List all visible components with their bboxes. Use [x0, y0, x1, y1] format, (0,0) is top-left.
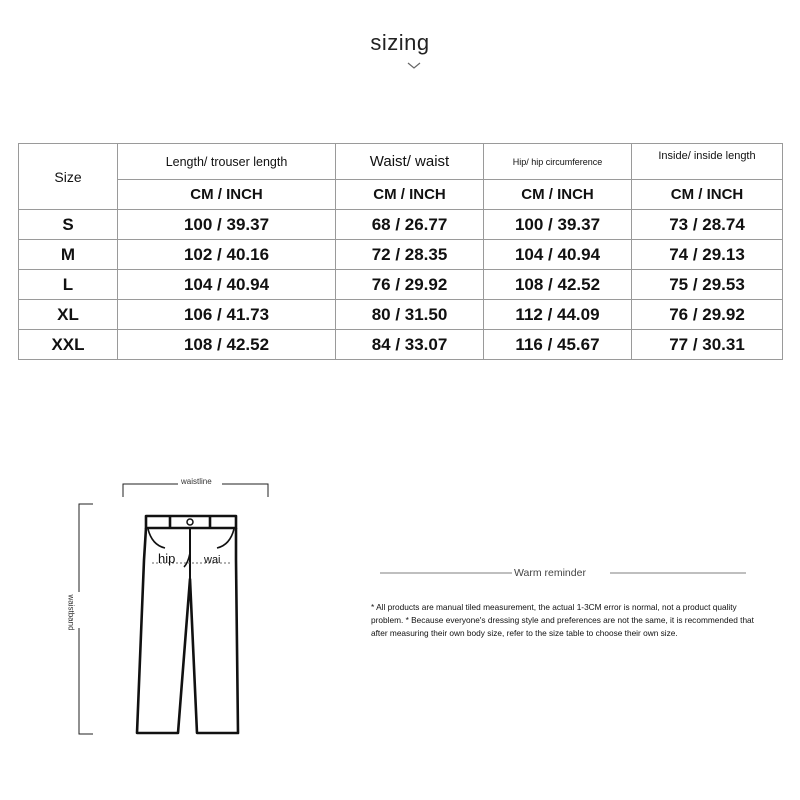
size-table [18, 143, 783, 360]
page-title: sizing [370, 30, 430, 55]
wai-label: wai [204, 554, 221, 566]
cell-hip: 108 / 42.52 [484, 270, 632, 300]
row-size: L [19, 270, 118, 300]
cell-length: 102 / 40.16 [118, 240, 336, 270]
row-size: M [19, 240, 118, 270]
chevron-down-icon [407, 62, 421, 70]
trousers-outline-icon [137, 516, 238, 733]
reminder-text: * All products are manual tiled measurement, the actual 1-3CM error is normal, not a product quality problem. * Because everyone's dressing style and preferences are not the same, it is recommended that after measuring their own body size, refer to the size table to choose their own size. [371, 602, 754, 638]
unit-hip: CM / INCH [484, 180, 632, 210]
table-header-row [19, 144, 783, 180]
cell-hip: 100 / 39.37 [484, 210, 632, 240]
size-header: Size [19, 144, 118, 210]
row-size: XL [19, 300, 118, 330]
row-size: XXL [19, 330, 118, 360]
column-header-hip: Hip/ hip circumference [484, 144, 632, 180]
column-header-length: Length/ trouser length [118, 144, 336, 180]
hip-label: hip [158, 551, 176, 566]
cell-waist: 76 / 29.92 [336, 270, 484, 300]
waistband-bracket [79, 504, 93, 734]
cell-waist: 80 / 31.50 [336, 300, 484, 330]
unit-inside: CM / INCH [632, 180, 783, 210]
waistband-label: waistband [66, 594, 76, 631]
table-row [19, 210, 783, 240]
table-row [19, 240, 783, 270]
table-row [19, 330, 783, 360]
cell-waist: 72 / 28.35 [336, 240, 484, 270]
table-unit-row [19, 180, 783, 210]
column-header-waist: Waist/ waist [336, 144, 484, 180]
cell-length: 100 / 39.37 [118, 210, 336, 240]
cell-hip: 116 / 45.67 [484, 330, 632, 360]
cell-hip: 104 / 40.94 [484, 240, 632, 270]
table-row [19, 270, 783, 300]
reminder-title: Warm reminder [514, 567, 586, 579]
cell-inside: 73 / 28.74 [632, 210, 783, 240]
cell-inside: 75 / 29.53 [632, 270, 783, 300]
cell-inside: 77 / 30.31 [632, 330, 783, 360]
table-row [19, 300, 783, 330]
cell-hip: 112 / 44.09 [484, 300, 632, 330]
cell-length: 104 / 40.94 [118, 270, 336, 300]
unit-length: CM / INCH [118, 180, 336, 210]
cell-inside: 74 / 29.13 [632, 240, 783, 270]
column-header-inside: Inside/ inside length [632, 144, 783, 180]
button-icon [187, 519, 193, 525]
cell-inside: 76 / 29.92 [632, 300, 783, 330]
waistline-label: waistline [181, 477, 212, 486]
unit-waist: CM / INCH [336, 180, 484, 210]
row-size: S [19, 210, 118, 240]
cell-waist: 84 / 33.07 [336, 330, 484, 360]
cell-length: 108 / 42.52 [118, 330, 336, 360]
cell-length: 106 / 41.73 [118, 300, 336, 330]
cell-waist: 68 / 26.77 [336, 210, 484, 240]
